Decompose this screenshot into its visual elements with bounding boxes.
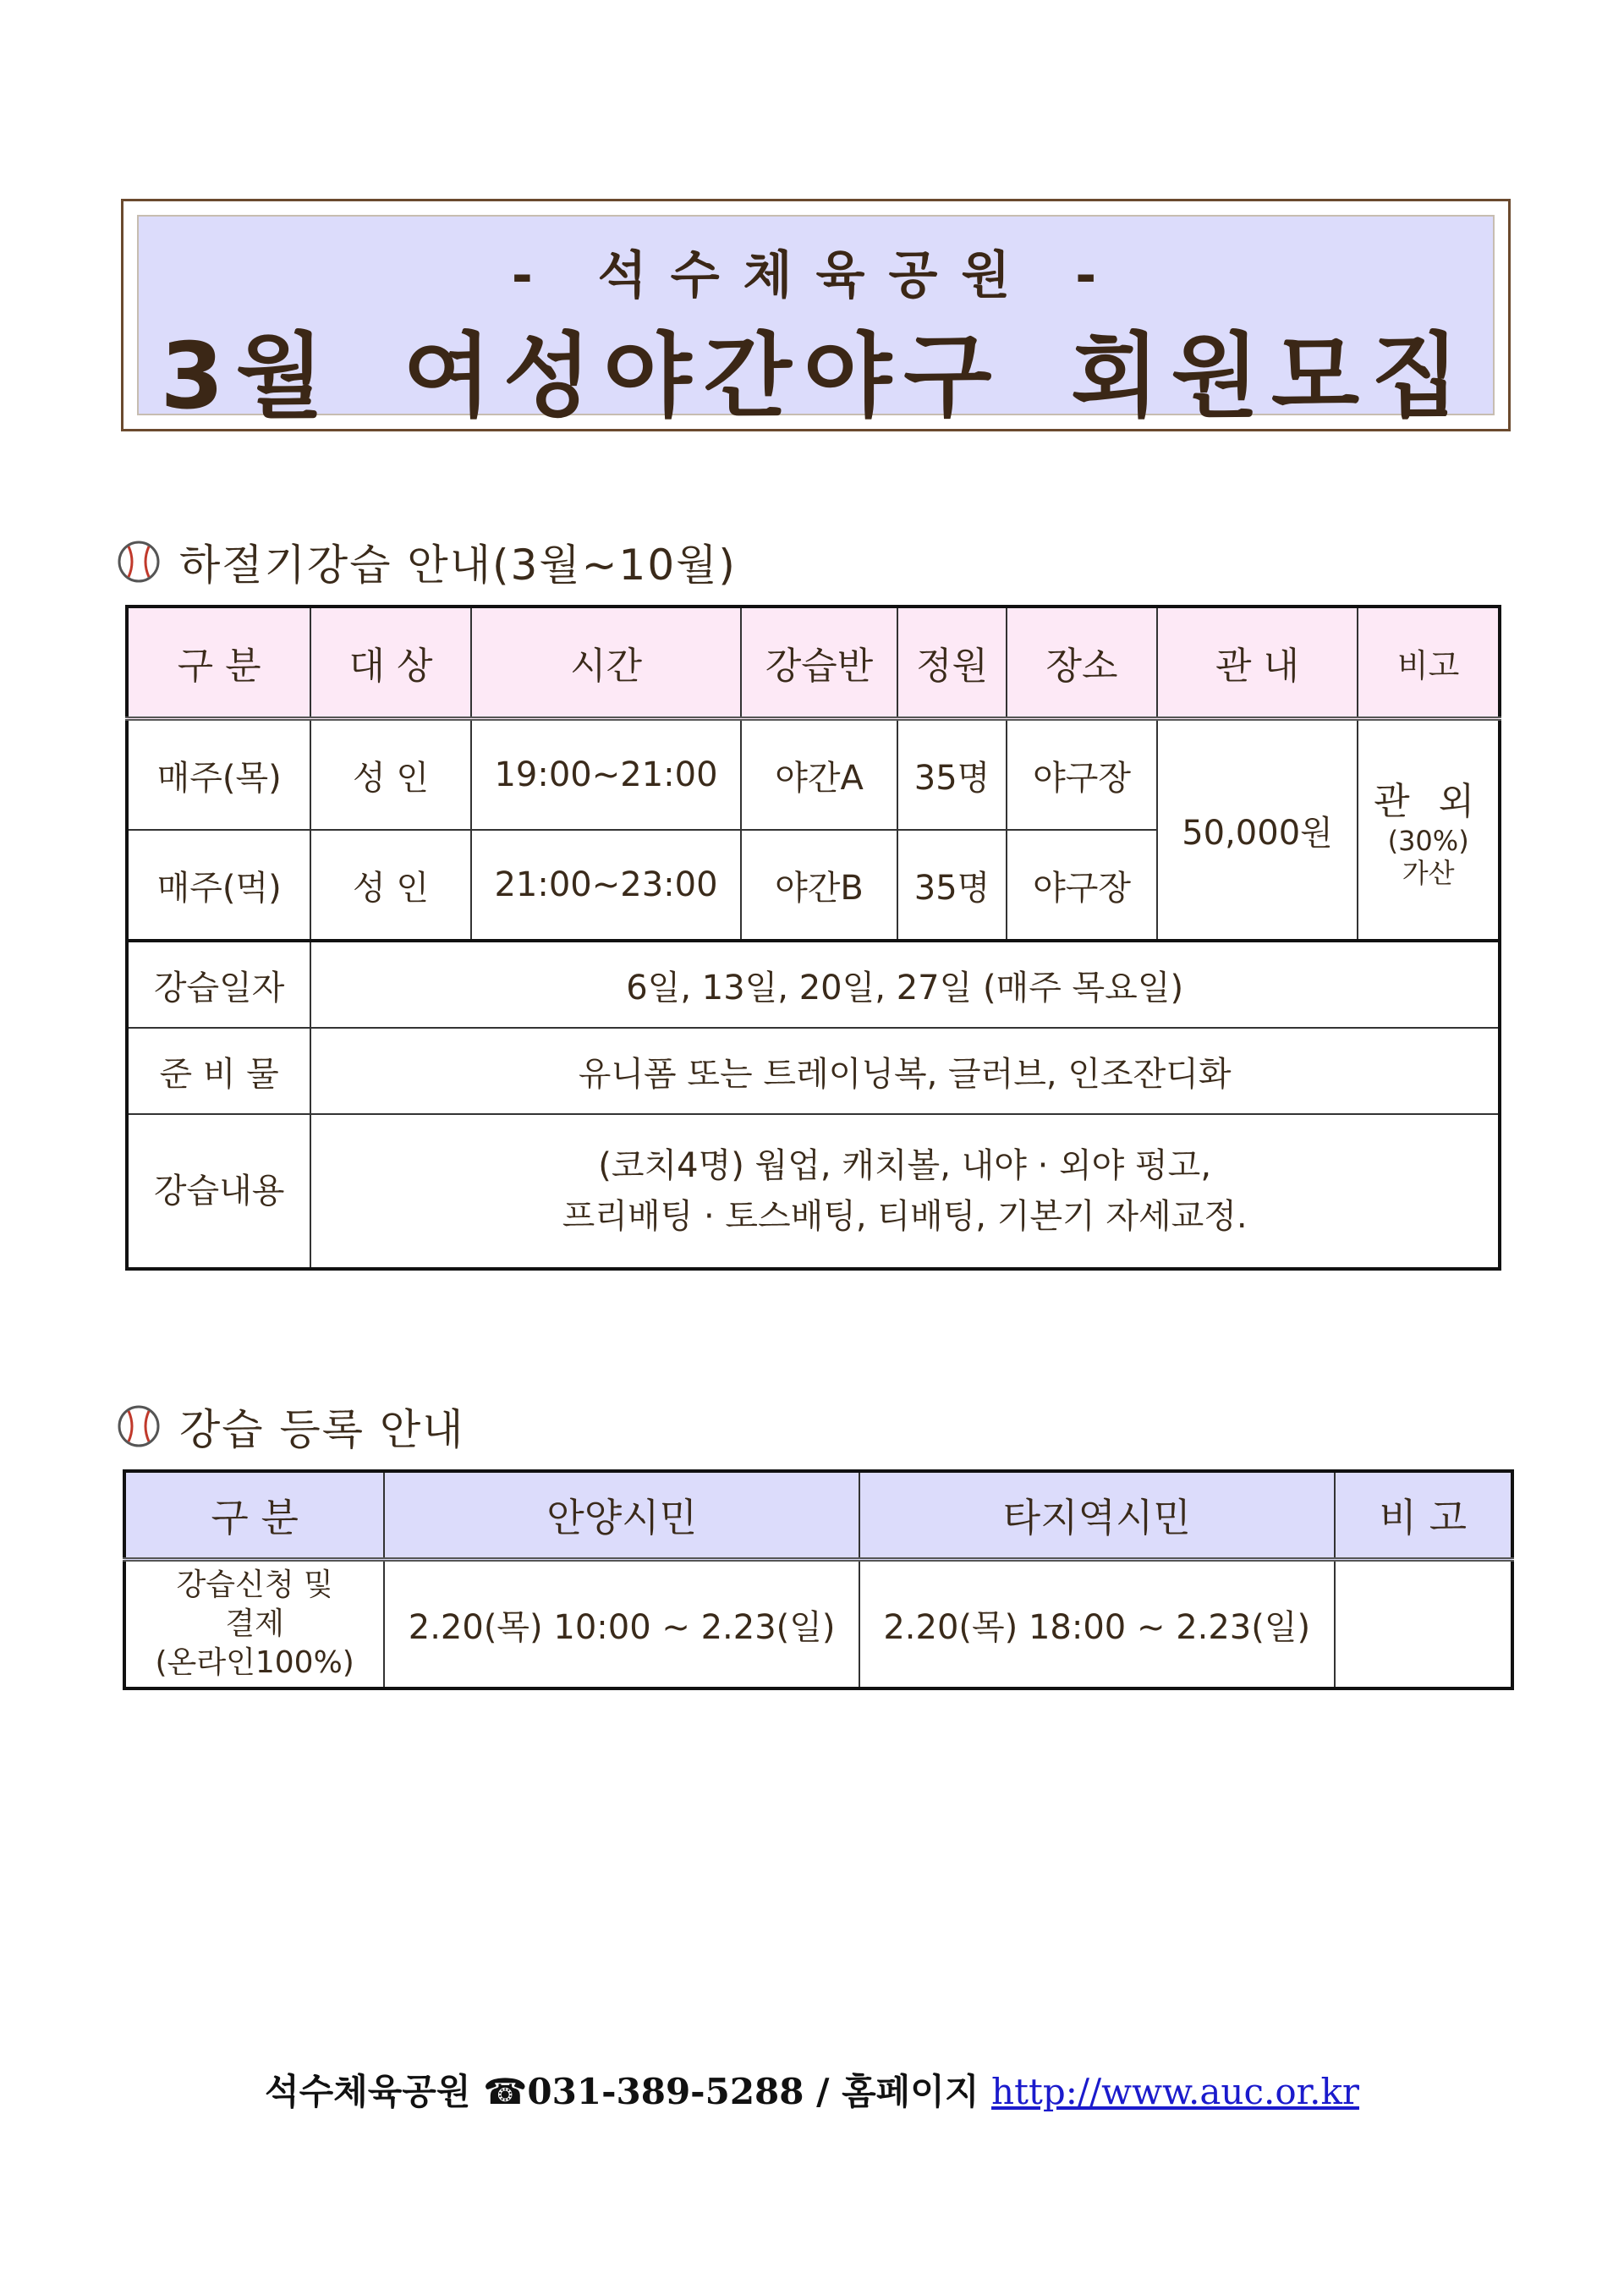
header-cell: 비 고 bbox=[1335, 1471, 1512, 1560]
schedule-table bbox=[125, 605, 1501, 1271]
header-cell: 정원 bbox=[897, 607, 1007, 719]
capacity-cell: 35명 bbox=[897, 719, 1007, 831]
note-percent: (30%) bbox=[1387, 825, 1469, 857]
content-label: 강습내용 bbox=[127, 1114, 310, 1269]
registration-label-line-2: 결제 bbox=[225, 1606, 284, 1641]
header-cell: 타지역시민 bbox=[859, 1471, 1335, 1560]
note-cell bbox=[1358, 719, 1500, 942]
baseball-icon bbox=[117, 1404, 161, 1448]
content-value bbox=[310, 1114, 1500, 1269]
phone-icon: ☎ bbox=[483, 2071, 528, 2112]
content-line-2: 프리배팅 · 토스배팅, 티배팅, 기본기 자세교정. bbox=[562, 1197, 1248, 1236]
prep-value: 유니폼 또는 트레이닝복, 글러브, 인조잔디화 bbox=[310, 1028, 1500, 1114]
registration-label bbox=[124, 1560, 384, 1689]
header-cell: 강습반 bbox=[741, 607, 897, 719]
section1-title: 하절기강습 안내(3월~10월) bbox=[179, 541, 737, 590]
prep-label: 준 비 물 bbox=[127, 1028, 310, 1114]
registration-table bbox=[123, 1469, 1514, 1690]
footer-homepage-label: 홈페이지 bbox=[842, 2071, 979, 2112]
section2-title: 강습 등록 안내 bbox=[179, 1405, 465, 1454]
section2-heading bbox=[117, 1396, 465, 1457]
note-main: 관 외 bbox=[1374, 780, 1484, 823]
header-cell: 비고 bbox=[1358, 607, 1500, 719]
table-header-row bbox=[124, 1471, 1512, 1560]
header-cell: 안양시민 bbox=[384, 1471, 859, 1560]
section1-heading bbox=[117, 531, 737, 592]
header-cell: 구 분 bbox=[127, 607, 310, 719]
content-line-1: (코치4명) 웜업, 캐치볼, 내야 · 외야 펑고, bbox=[598, 1146, 1212, 1185]
dates-row bbox=[127, 941, 1500, 1028]
header-cell: 시간 bbox=[471, 607, 742, 719]
footer bbox=[0, 2064, 1624, 2115]
banner-title: 3월 여성야간야구 회원모집 bbox=[160, 324, 1472, 430]
title-banner-inner bbox=[137, 215, 1495, 430]
note-add: 가산 bbox=[1402, 857, 1455, 889]
registration-label-line-1: 강습신청 및 bbox=[176, 1568, 333, 1602]
banner-subtitle: - 석수체육공원 - bbox=[511, 246, 1121, 305]
time-cell: 21:00~23:00 bbox=[471, 830, 742, 941]
baseball-icon bbox=[117, 540, 161, 584]
place-cell: 야구장 bbox=[1007, 830, 1156, 941]
table-header-row bbox=[127, 607, 1500, 719]
fee-cell: 50,000원 bbox=[1157, 719, 1358, 942]
class-cell: 야간A bbox=[741, 719, 897, 831]
title-banner bbox=[121, 199, 1511, 431]
anyang-period: 2.20(목) 10:00 ~ 2.23(일) bbox=[384, 1560, 859, 1689]
dates-value: 6일, 13일, 20일, 27일 (매주 목요일) bbox=[310, 941, 1500, 1028]
registration-label-line-3: (온라인100%) bbox=[155, 1645, 354, 1680]
header-cell: 관 내 bbox=[1157, 607, 1358, 719]
day-cell: 매주(목) bbox=[127, 719, 310, 831]
class-cell: 야간B bbox=[741, 830, 897, 941]
prep-row bbox=[127, 1028, 1500, 1114]
header-cell: 구 분 bbox=[124, 1471, 384, 1560]
other-period: 2.20(목) 18:00 ~ 2.23(일) bbox=[859, 1560, 1335, 1689]
target-cell: 성 인 bbox=[310, 719, 470, 831]
target-cell: 성 인 bbox=[310, 830, 470, 941]
time-cell: 19:00~21:00 bbox=[471, 719, 742, 831]
header-cell: 장소 bbox=[1007, 607, 1156, 719]
homepage-link[interactable]: http://www.auc.or.kr bbox=[991, 2071, 1359, 2112]
dates-label: 강습일자 bbox=[127, 941, 310, 1028]
header-cell: 대 상 bbox=[310, 607, 470, 719]
footer-separator: / bbox=[804, 2071, 842, 2112]
remark-cell bbox=[1335, 1560, 1512, 1689]
day-cell: 매주(먹) bbox=[127, 830, 310, 941]
content-row bbox=[127, 1114, 1500, 1269]
capacity-cell: 35명 bbox=[897, 830, 1007, 941]
place-cell: 야구장 bbox=[1007, 719, 1156, 831]
footer-org: 석수체육공원 bbox=[265, 2071, 471, 2112]
table-row bbox=[124, 1560, 1512, 1689]
table-row bbox=[127, 719, 1500, 831]
footer-phone: 031-389-5288 bbox=[527, 2071, 804, 2112]
